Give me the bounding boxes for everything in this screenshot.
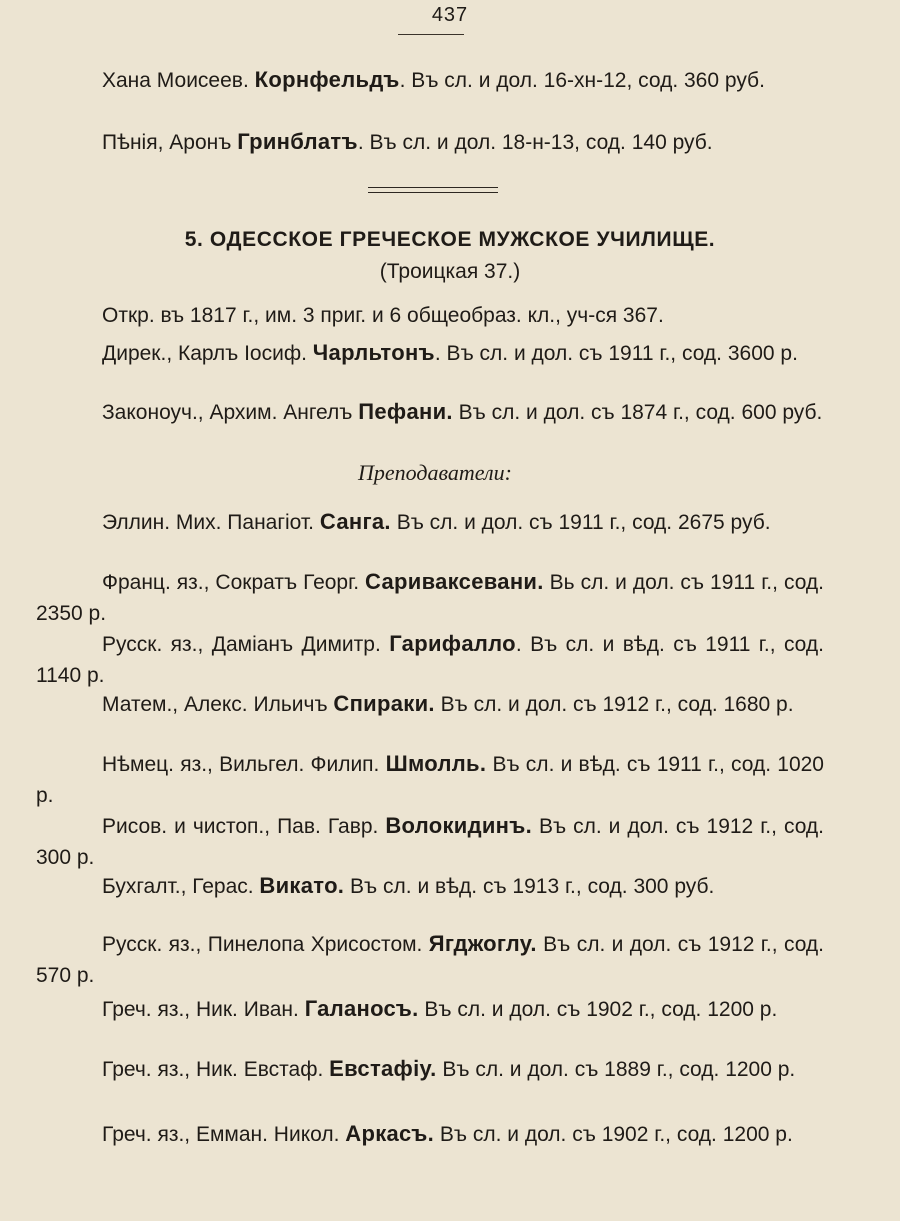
entry-text: Франц. яз., Сократъ Георг. <box>102 571 366 594</box>
entry-surname: Евстафіу. <box>329 1056 437 1081</box>
entry-director <box>36 337 824 369</box>
entry-text: Греч. яз., Ник. Иван. <box>102 998 305 1021</box>
entry-text: Въ сл. и дол. съ 1889 г., сод. 1200 р. <box>436 1058 796 1081</box>
entry-text: Въ сл. и вѣд. съ 1911 г., сод. 1020 р. <box>36 753 824 807</box>
entry-text: . Въ сл. и дол. съ 1911 г., сод. 3600 р. <box>434 342 798 365</box>
entry-grinblat <box>36 126 824 158</box>
entry-surname: Аркасъ. <box>345 1121 435 1146</box>
entry-surname: Пефани. <box>358 399 453 424</box>
teacher-entry <box>36 506 824 538</box>
entry-text: Матем., Алекс. Ильичъ <box>102 693 334 716</box>
entry-surname: Гринблатъ <box>237 129 358 154</box>
teacher-entry <box>36 810 824 873</box>
entry-text: Въ сл. и дол. съ 1912 г., сод. 570 р. <box>36 933 824 987</box>
page-number-underline <box>398 34 464 35</box>
entry-text: Въ сл. и вѣд. съ 1913 г., сод. 300 руб. <box>344 875 715 898</box>
entry-surname: Гарифалло <box>389 631 516 656</box>
entry-text: . Въ сл. и дол. 16-хн-12, сод. 360 руб. <box>399 69 765 92</box>
entry-surname: Волокидинъ. <box>385 813 533 838</box>
entry-surname: Ягджоглу. <box>428 931 537 956</box>
entry-text: Въ сл. и дол. съ 1902 г., сод. 1200 р. <box>434 1123 793 1146</box>
entry-law-teacher <box>36 396 824 428</box>
entry-text: . Въ сл. и вѣд. съ 1911 г., сод. 1140 р. <box>36 633 824 687</box>
entry-text: Вь сл. и дол. съ 1911 г., сод. 2350 р. <box>36 571 824 625</box>
teacher-entry <box>36 628 824 691</box>
teacher-entry <box>36 1053 824 1085</box>
teacher-entry <box>36 928 824 991</box>
teacher-entry <box>36 566 824 629</box>
entry-text: Греч. яз., Ник. Евстаф. <box>102 1058 330 1081</box>
entry-surname: Сариваксевани. <box>365 569 544 594</box>
entry-surname: Галаносъ. <box>304 996 419 1021</box>
entry-text: Пѣнія, Аронъ <box>102 131 238 154</box>
entry-surname: Спираки. <box>333 691 435 716</box>
teacher-entry <box>36 1118 824 1150</box>
entry-text: Нѣмец. яз., Вильгел. Филип. <box>102 753 386 776</box>
entry-text: Хана Моисеев. <box>102 69 255 92</box>
entry-text: Въ сл. и дол. съ 1912 г., сод. 300 р. <box>36 815 824 869</box>
teacher-entry <box>36 993 824 1025</box>
entry-surname: Санга. <box>319 509 391 534</box>
entry-text: Рисов. и чистоп., Пав. Гавр. <box>102 815 386 838</box>
entry-text: Въ сл. и дол. съ 1911 г., сод. 2675 руб. <box>390 511 771 534</box>
page-number: 437 <box>431 4 469 26</box>
entry-surname: Чарльтонъ <box>312 340 435 365</box>
entry-text: Русск. яз., Даміанъ Димитр. <box>102 633 390 656</box>
entry-text: Въ сл. и дол. съ 1874 г., сод. 600 руб. <box>452 401 823 424</box>
school-info: Откр. въ 1817 г., им. 3 приг. и 6 общеобраз. кл., уч-ся 367. <box>102 304 664 327</box>
school-address: (Троицкая 37.) <box>379 260 521 283</box>
entry-text: Эллин. Мих. Панагіот. <box>102 511 320 534</box>
entry-surname: Викато. <box>259 873 345 898</box>
teacher-entry <box>36 870 824 902</box>
entry-text: Законоуч., Архим. Ангелъ <box>102 401 359 424</box>
entry-text: Русск. яз., Пинелопа Хрисостом. <box>102 933 429 956</box>
entry-text: Дирек., Карлъ Іосиф. <box>102 342 313 365</box>
school-title: 5. ОДЕССКОЕ ГРЕЧЕСКОЕ МУЖСКОЕ УЧИЛИЩЕ. <box>184 228 716 251</box>
entry-text: Въ сл. и дол. съ 1912 г., сод. 1680 р. <box>434 693 794 716</box>
entry-surname: Шмолль. <box>385 751 487 776</box>
teacher-entry <box>36 688 824 720</box>
entry-kornfeld <box>36 64 824 96</box>
teacher-entry <box>36 748 824 811</box>
entry-text: . Въ сл. и дол. 18-н-13, сод. 140 руб. <box>357 131 713 154</box>
teachers-heading: Преподаватели: <box>358 460 512 485</box>
section-divider <box>368 187 498 193</box>
entry-text: Греч. яз., Емман. Никол. <box>102 1123 346 1146</box>
entry-surname: Корнфельдъ <box>254 67 400 92</box>
entry-text: Бухгалт., Герас. <box>102 875 260 898</box>
entry-text: Въ сл. и дол. съ 1902 г., сод. 1200 р. <box>418 998 778 1021</box>
